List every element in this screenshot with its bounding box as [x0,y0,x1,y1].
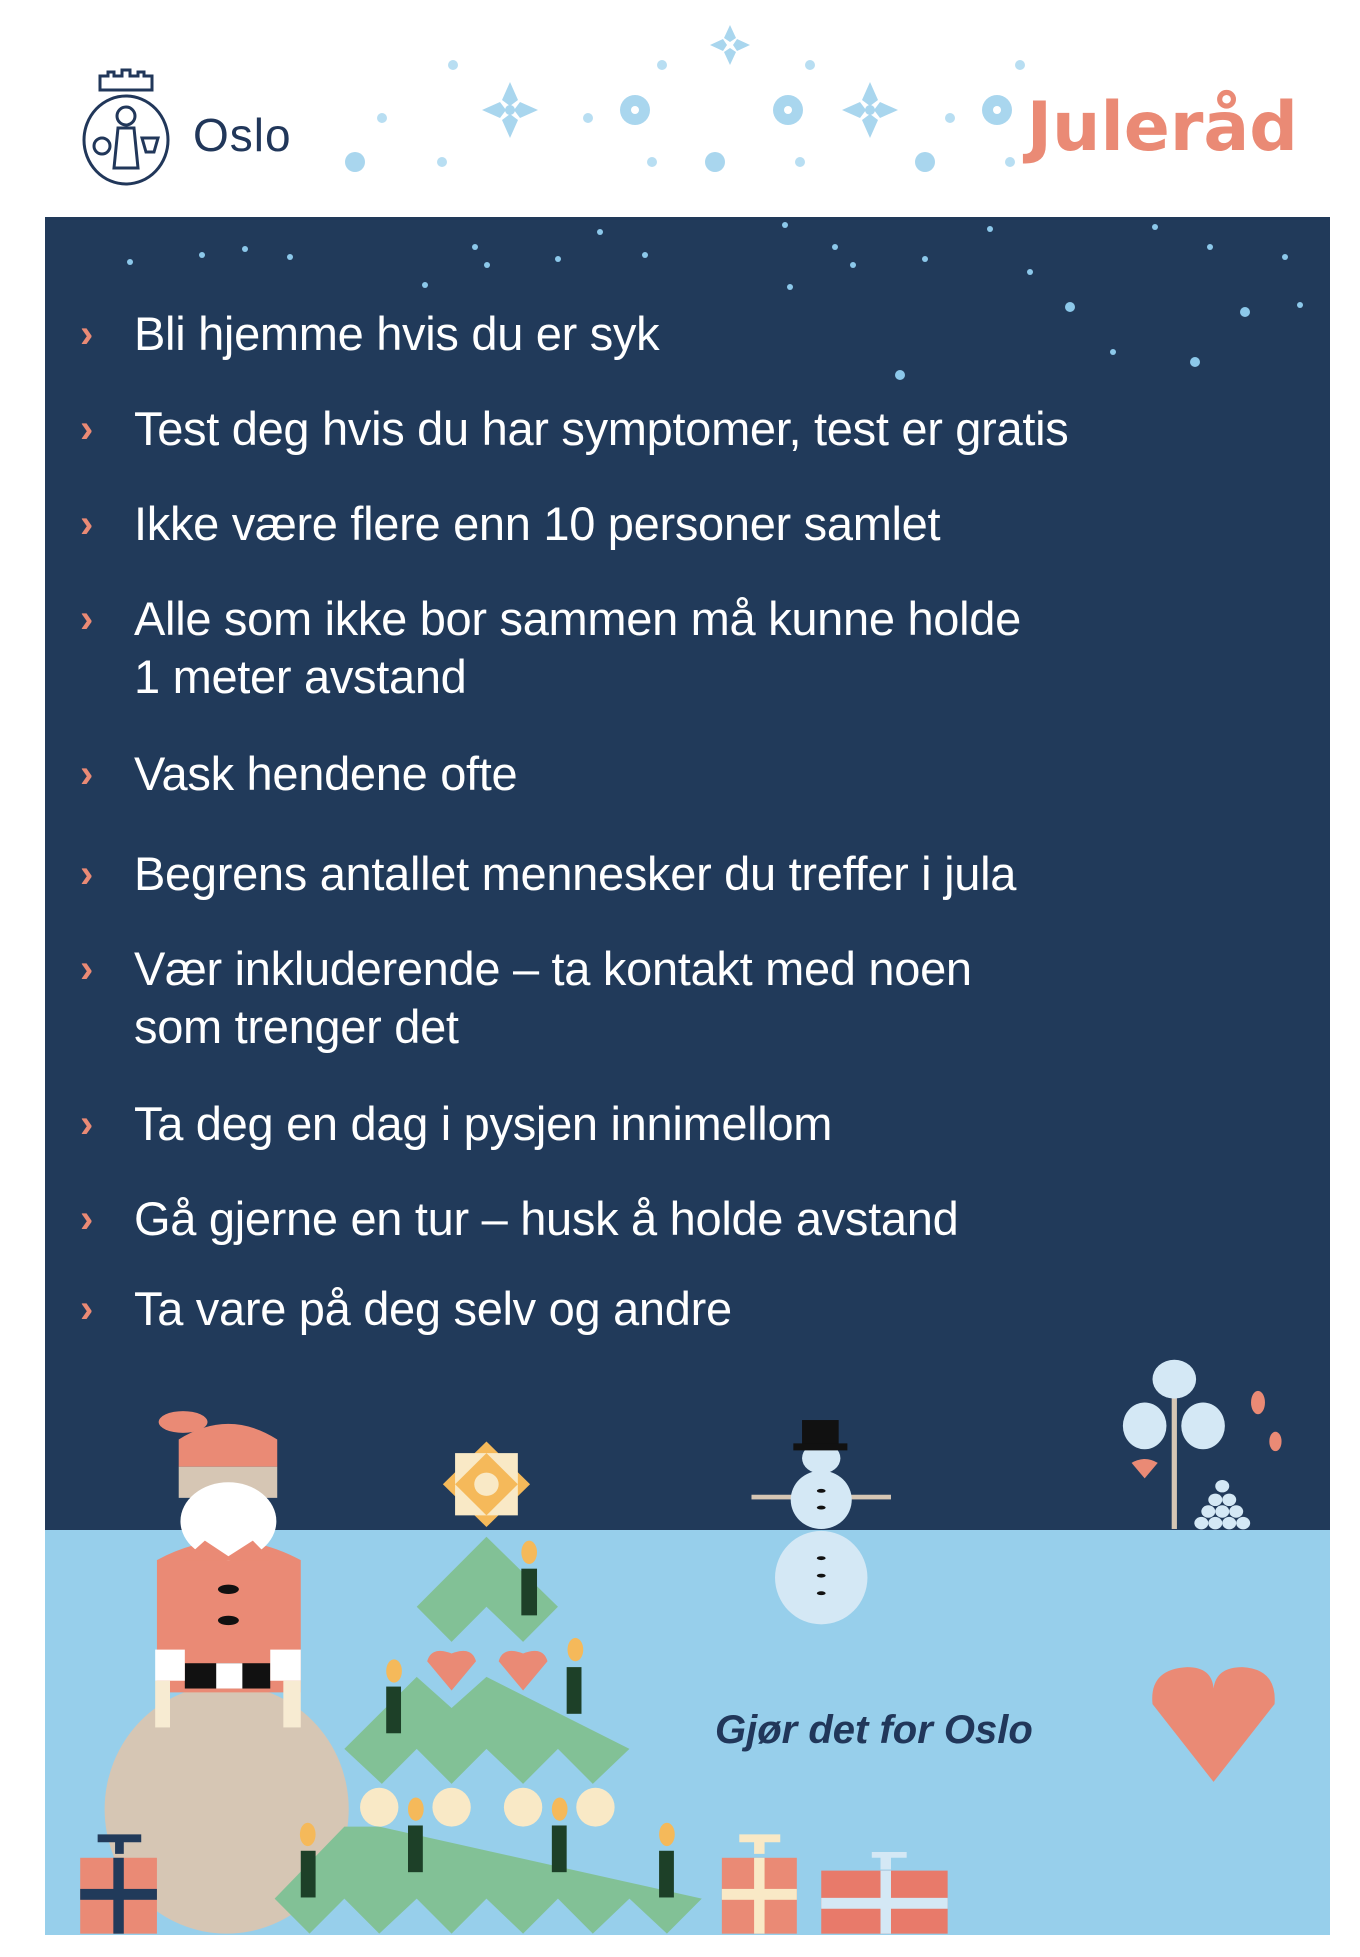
advice-text [134,1095,832,1153]
chevron-right-icon: › [80,752,94,796]
advice-text [134,1280,732,1338]
advice-item [80,845,1016,903]
advice-text [134,745,517,803]
advice-text [134,305,659,363]
chevron-right-icon: › [80,1102,94,1146]
advice-line: Gå gjerne en tur – husk å holde avstand [134,1192,959,1245]
advice-line: Begrens antallet mennesker du treffer i jula [134,847,1017,900]
chevron-right-icon: › [80,1287,94,1331]
advice-text [134,400,1068,458]
advice-item [80,305,659,363]
chevron-right-icon: › [80,597,94,641]
advice-line: Bli hjemme hvis du er syk [134,307,660,360]
advice-item [80,1280,732,1338]
advice-line: som trenger det [134,1000,459,1053]
advice-line: Alle som ikke bor sammen må kunne holde [134,592,1021,645]
advice-line: 1 meter avstand [134,650,467,703]
advice-text [134,940,972,1056]
chevron-right-icon: › [80,947,94,991]
advice-text [134,1190,958,1248]
chevron-right-icon: › [80,312,94,356]
advice-item [80,1190,958,1248]
chevron-right-icon: › [80,1197,94,1241]
advice-item [80,745,517,803]
advice-text [134,590,1021,706]
advice-text [134,495,940,553]
city-name: Oslo [193,109,292,161]
advice-line: Ta vare på deg selv og andre [134,1282,732,1335]
advice-line: Ikke være flere enn 10 personer samlet [134,497,941,550]
slogan: Gjør det for Oslo [715,1708,1033,1752]
page-title: Juleråd [1026,88,1298,167]
advice-line: Vask hendene ofte [134,747,518,800]
advice-item [80,1095,832,1153]
chevron-right-icon: › [80,852,94,896]
advice-line: Vær inkluderende – ta kontakt med noen [134,942,972,995]
chevron-right-icon: › [80,407,94,451]
advice-line: Test deg hvis du har symptomer, test er gratis [134,402,1069,455]
advice-line: Ta deg en dag i pysjen innimellom [134,1097,833,1150]
chevron-right-icon: › [80,502,94,546]
advice-item [80,940,972,1056]
advice-item [80,400,1068,458]
advice-text [134,845,1016,903]
advice-item [80,495,940,553]
advice-item [80,590,1021,706]
